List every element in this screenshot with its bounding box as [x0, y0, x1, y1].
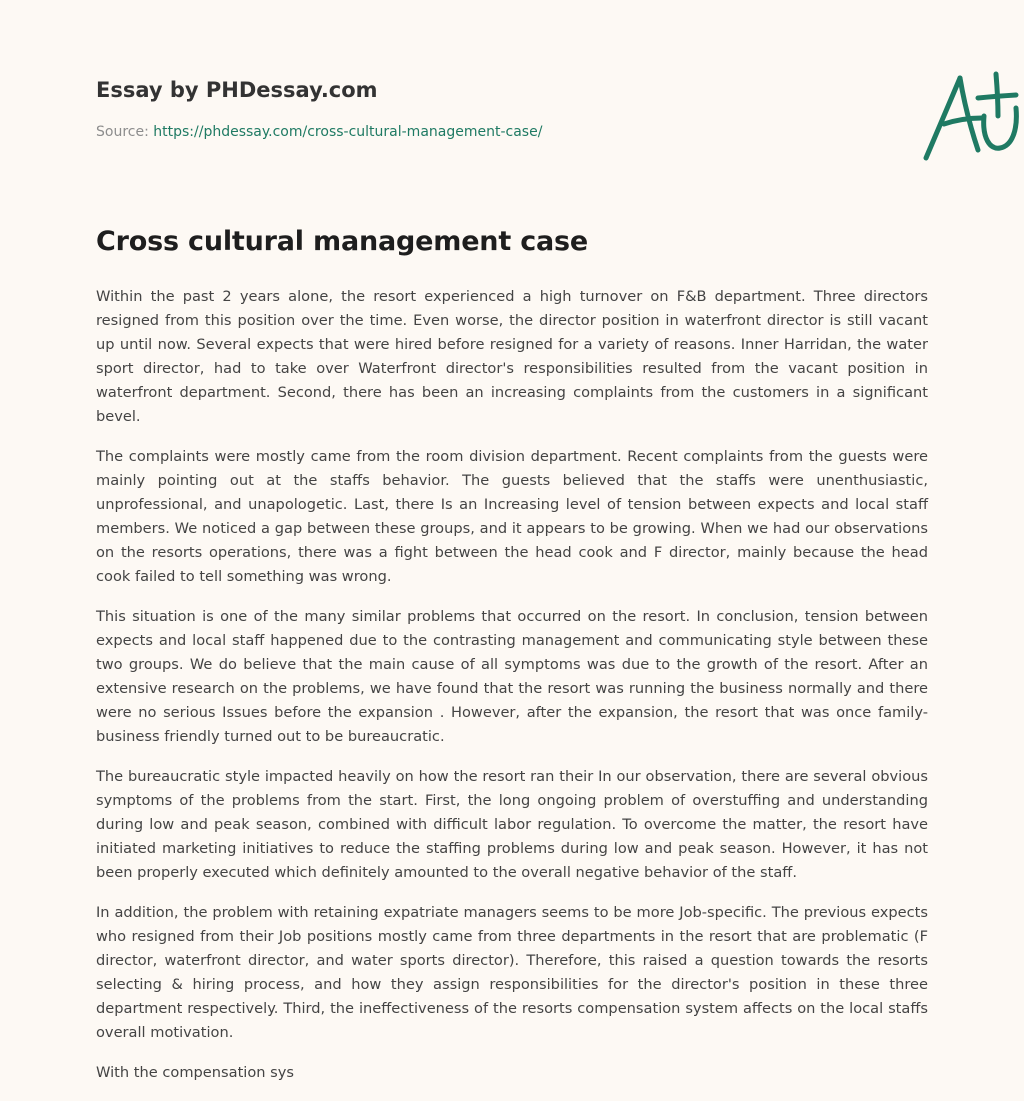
essay-paragraph: The bureaucratic style impacted heavily on how the resort ran their In our observation, there are several obvious symptoms of the problems from the start. First, the long ongoing problem of overstuffing and understanding during low and peak season, combined with difficult labor regulation. To overcome the matter, the resort have initiated marketing initiatives to reduce the staffing problems during low and peak season. However, it has not been properly executed which definitely amounted to the overall negative behavior of the staff.	[96, 768, 928, 881]
essay-title: Cross cultural management case	[96, 226, 589, 257]
essay-paragraph: In addition, the problem with retaining expatriate managers seems to be more Job-specific. The previous expects who resigned from their Job positions mostly came from three departments in the resort that are problematic (F director, waterfront director, and water sports director). Therefore, this raised a question towards the resorts selecting & hiring process, and how they assign responsibilities for the director's position in these three department respectively. Third, the ineffectiveness of the resorts compensation system affects on the local staffs overall motivation.	[96, 904, 928, 1041]
essay-body	[96, 285, 928, 1101]
source-label: Source:	[96, 124, 149, 140]
site-brand: Essay by PHDessay.com	[96, 78, 378, 102]
source-link[interactable]: https://phdessay.com/cross-cultural-management-case/	[153, 124, 543, 140]
essay-paragraph: The complaints were mostly came from the room division department. Recent complaints from the guests were mainly pointing out at the staffs behavior. The guests believed that the staffs were unenthusiastic, unprofessional, and unapologetic. Last, there Is an Increasing level of tension between expects and local staff members. We noticed a gap between these groups, and it appears to be growing. When we had our observations on the resorts operations, there was a fight between the head cook and F director, mainly because the head cook failed to tell something was wrong.	[96, 448, 928, 585]
source-line	[96, 124, 542, 140]
essay-paragraph: Within the past 2 years alone, the resort experienced a high turnover on F&B department. Three directors resigned from this position over the time. Even worse, the director position in waterfront director is still vacant up until now. Several expects that were hired before resigned for a variety of reasons. Inner Harridan, the water sport director, had to take over Waterfront director's responsibilities resulted from the vacant position in waterfront department. Second, there has been an increasing complaints from the customers in a significant bevel.	[96, 288, 928, 425]
a-plus-grade-icon	[918, 64, 1024, 168]
essay-paragraph: This situation is one of the many similar problems that occurred on the resort. In conclusion, tension between expects and local staff happened due to the contrasting management and communicating style between these two groups. We do believe that the main cause of all symptoms was due to the growth of the resort. After an extensive research on the problems, we have found that the resort was running the business normally and there were no serious Issues before the expansion . However, after the expansion, the resort that was once family-business friendly turned out to be bureaucratic.	[96, 608, 928, 745]
essay-paragraph: With the compensation sys	[96, 1064, 295, 1081]
